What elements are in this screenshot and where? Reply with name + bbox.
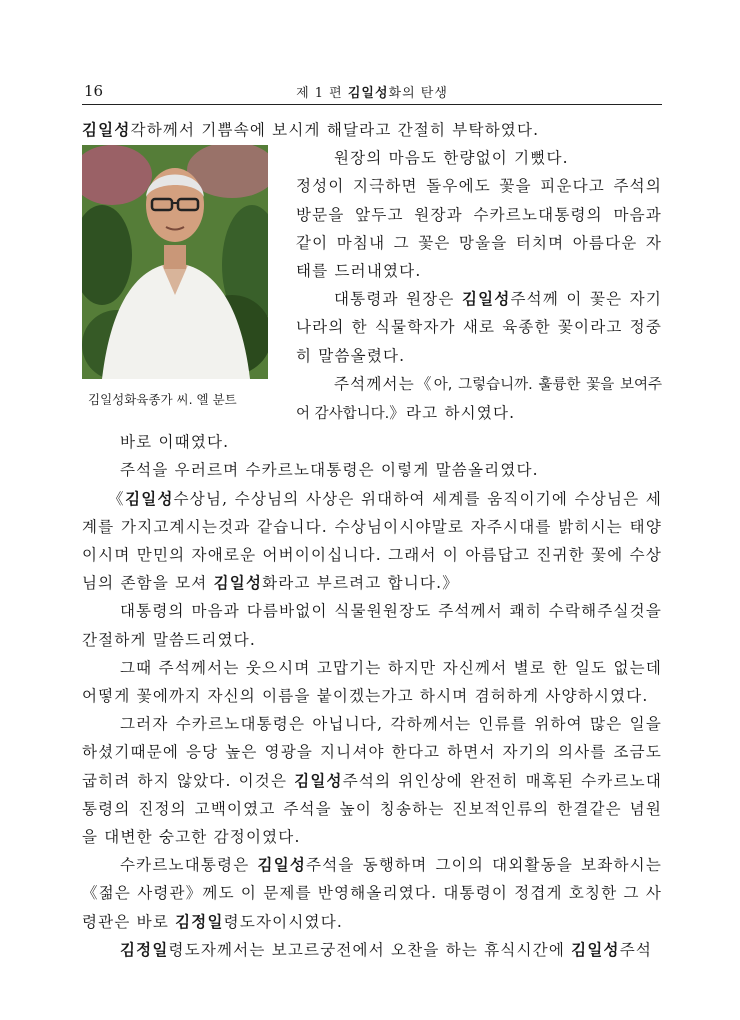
paragraph-text: 주석께서는《 bbox=[334, 374, 434, 393]
paragraph-7: 주석을 우러르며 수카르노대통령은 이렇게 말씀올리였다. bbox=[120, 461, 539, 480]
figure-caption: 김일성화육종가 씨. 엘 분트 bbox=[88, 392, 237, 408]
portrait-illustration bbox=[82, 145, 268, 379]
paragraph-text: 각하께서 기쁨속에 보시게 해달라고 간절히 부탁하였다. bbox=[130, 121, 540, 139]
body-text bbox=[82, 116, 662, 964]
paragraph-text: 》라고 하시였다. bbox=[389, 404, 516, 423]
paragraph-1 bbox=[82, 116, 662, 144]
bold-name: 김정일 bbox=[120, 939, 169, 959]
paragraph-2: 원장의 마음도 한량없이 기뻤다. bbox=[334, 149, 569, 168]
paragraph-6: 바로 이때였다. bbox=[120, 433, 230, 452]
running-title-prefix: 제 1 편 bbox=[296, 86, 348, 101]
portrait-photo bbox=[82, 145, 268, 379]
bold-name: 김일성 bbox=[571, 939, 620, 959]
figure bbox=[82, 145, 278, 409]
paragraph-11 bbox=[82, 710, 662, 851]
running-title bbox=[82, 82, 662, 101]
page-header bbox=[82, 80, 662, 105]
paragraph-text: 대통령과 원장은 bbox=[334, 290, 462, 309]
paragraph-text: 수카르노대통령은 bbox=[120, 856, 258, 875]
paragraph-text: 그러자 수카르노대통령은 아닙니다, 각하께서는 인류를 위하여 많은 일을 하셨기때문에 응당 높은 영광을 지니셔야 한다고 하면서 자기의 의사를 조금도 굽히려 하지 않았다. 이것은 bbox=[82, 715, 662, 790]
paragraph-text: 수상님, 수상님의 사상은 위대하여 세계를 움직이기에 수상님은 세계를 가지고계시는것과 같습니다. 수상님이시야말로 자주시대를 밝히시는 태양이시며 만민의 자애로운 어버이이십니다. 그래서 이 아름답고 진귀한 꽃에 수상님의 존함을 모셔 bbox=[82, 489, 662, 593]
paragraph-text: 령도자께서는 보고르궁전에서 오찬을 하는 휴식시간에 bbox=[168, 940, 572, 959]
bold-name: 김일성 bbox=[213, 573, 263, 593]
paragraph-10: 그때 주석께서는 웃으시며 고맙기는 하지만 자신께서 별로 한 일도 없는데 어떻게 꽃에까지 자신의 이름을 붙이겠는가고 하시며 겸허하게 사양하시였다. bbox=[82, 658, 662, 706]
bold-name: 김일성 bbox=[82, 120, 131, 139]
paragraph-text: 주석의 위인상에 완전히 매혹된 수카르노대통령의 진정의 고백이였고 주석을 높이 칭송하는 진보적인류의 한결같은 념원을 대변한 숭고한 감정이였다. bbox=[82, 771, 662, 847]
paragraph-text: 《 bbox=[108, 489, 126, 508]
running-title-suffix: 화의 탄생 bbox=[388, 86, 448, 101]
bold-name: 김일성 bbox=[257, 855, 307, 875]
paragraph-text: 화라고 부르려고 합니다.》 bbox=[262, 574, 459, 593]
paragraph-text: 주석 bbox=[619, 940, 653, 959]
quoted-speech: 아, 그렇습니까. 훌륭한 꽃을 보여주어 감사합니다. bbox=[296, 376, 662, 423]
paragraph-text: 주석을 동행하며 그이의 대외활동을 보좌하시는 《젊은 사령관》께도 이 문제를 반영해올리였다. 대통령이 정겹게 호칭한 그 사령관은 바로 bbox=[82, 856, 662, 931]
page-number: 16 bbox=[84, 82, 104, 100]
bold-name: 김일성 bbox=[461, 289, 511, 309]
bold-name: 김정일 bbox=[175, 911, 224, 931]
paragraph-8 bbox=[82, 485, 662, 598]
paragraph-text: 령도자이시였다. bbox=[223, 912, 343, 931]
bold-name: 김일성 bbox=[294, 770, 343, 790]
paragraph-13 bbox=[82, 936, 662, 964]
paragraph-3: 정성이 지극하면 돌우에도 꽃을 피운다고 주석의 방문을 앞두고 원장과 수카르노대통령의 마음과 같이 마침내 그 꽃은 망울을 터치며 아름다운 자태를 드러내였다. bbox=[296, 177, 662, 281]
paragraph-9: 대통령의 마음과 다름바없이 식물원원장도 주석께서 쾌히 수락해주실것을 간절하게 말씀드리였다. bbox=[82, 602, 662, 649]
running-title-bold: 김일성 bbox=[347, 86, 389, 101]
bold-name: 김일성 bbox=[125, 488, 174, 508]
paragraph-12 bbox=[82, 851, 662, 936]
paragraph-text: 주석께 이 꽃은 자기나라의 한 식물학자가 새로 육종한 꽃이라고 정중히 말씀올렸다. bbox=[296, 290, 663, 365]
